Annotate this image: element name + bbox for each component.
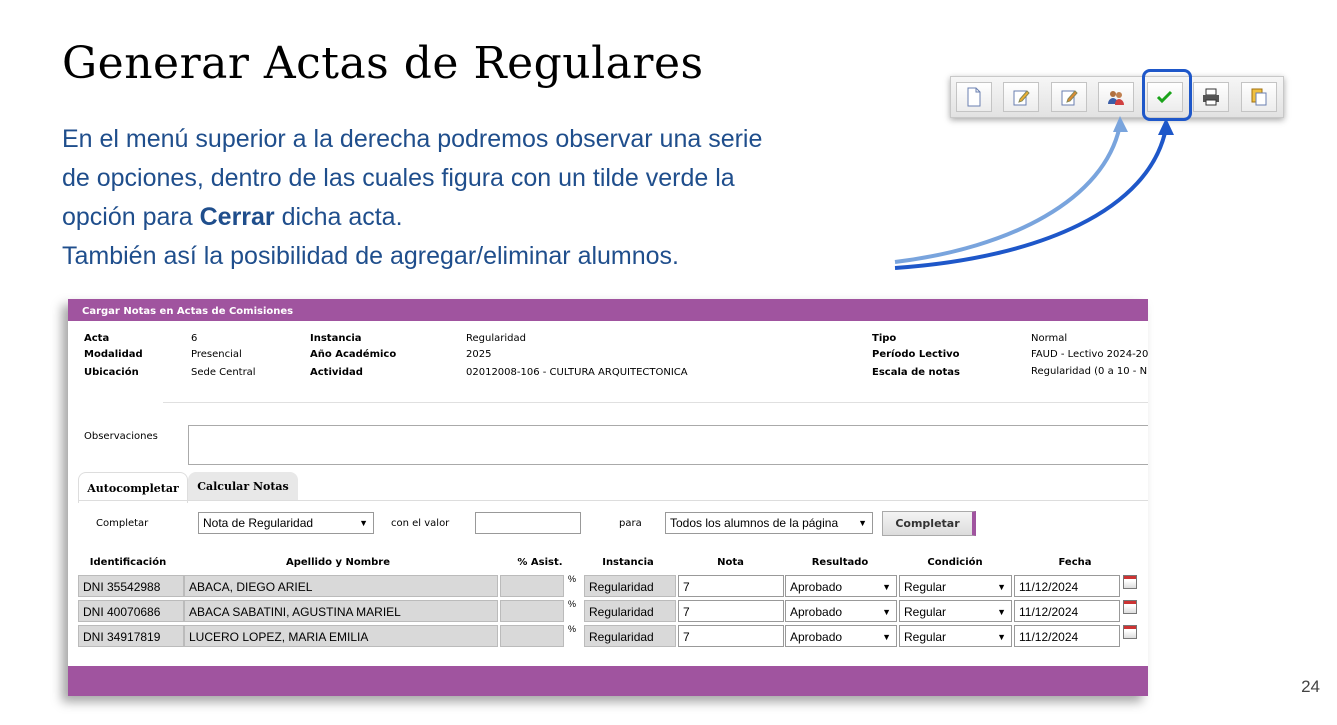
col-header-fecha: Fecha [1058, 557, 1092, 568]
row-1-condicion-select[interactable] [899, 575, 1012, 597]
para-label: para [619, 518, 642, 529]
completar-label: Completar [96, 518, 149, 529]
ubicacion-label: Ubicación [84, 367, 139, 378]
chevron-down-icon: ▼ [882, 582, 891, 592]
row-3-condicion-value: Regular [904, 630, 947, 644]
calendar-icon[interactable] [1123, 600, 1137, 614]
row-1-instancia: Regularidad [584, 575, 676, 597]
completar-select[interactable] [198, 512, 374, 534]
row-3-pct: % [568, 624, 577, 634]
app-footer [68, 666, 1148, 696]
row-1-pct: % [568, 574, 577, 584]
arrow-dark [895, 128, 1166, 268]
modalidad-value: Presencial [191, 349, 242, 360]
col-header-nota: Nota [717, 557, 744, 568]
arrow-light [895, 125, 1120, 262]
row-3-resultado-value: Aprobado [790, 630, 843, 644]
observaciones-label: Observaciones [84, 431, 158, 442]
actividad-label: Actividad [310, 367, 363, 378]
tab-autocompletar[interactable]: Autocompletar [78, 472, 188, 503]
actividad-value: 02012008-106 - CULTURA ARQUITECTONICA [466, 367, 688, 378]
row-2-name: ABACA SABATINI, AGUSTINA MARIEL [184, 600, 498, 622]
tipo-label: Tipo [872, 333, 897, 344]
col-header-resultado: Resultado [811, 557, 869, 568]
col-header-instancia: Instancia [602, 557, 654, 568]
row-1-name: ABACA, DIEGO ARIEL [184, 575, 498, 597]
body-line-3-bold: Cerrar [199, 203, 275, 231]
anio-label: Año Académico [310, 349, 397, 360]
acta-label: Acta [84, 333, 110, 344]
col-header-condicion: Condición [927, 557, 983, 568]
row-3-nota-input[interactable]: 7 [678, 625, 784, 647]
acta-value: 6 [191, 333, 198, 344]
row-1-id: DNI 35542988 [78, 575, 184, 597]
app-window [68, 299, 1148, 696]
body-line-1: En el menú superior a la derecha podremos observar una serie [62, 125, 763, 153]
escala-label: Escala de notas [872, 367, 961, 378]
row-1-resultado-value: Aprobado [790, 580, 843, 594]
row-2-id: DNI 40070686 [78, 600, 184, 622]
completar-select-value: Nota de Regularidad [203, 516, 314, 530]
page-number: 24 [1301, 677, 1320, 696]
row-3-instancia: Regularidad [584, 625, 676, 647]
row-2-pct: % [568, 599, 577, 609]
col-header-identificacion: Identificación [89, 557, 167, 568]
calendar-icon[interactable] [1123, 625, 1137, 639]
chevron-down-icon: ▼ [997, 607, 1006, 617]
row-2-condicion-value: Regular [904, 605, 947, 619]
calendar-icon[interactable] [1123, 575, 1137, 589]
row-3-name: LUCERO LOPEZ, MARIA EMILIA [184, 625, 498, 647]
instancia-value: Regularidad [466, 333, 526, 344]
app-header: Cargar Notas en Actas de Comisiones [68, 299, 1148, 321]
slide-title: Generar Actas de Regulares [62, 38, 704, 89]
row-3-asist [500, 625, 564, 647]
modalidad-label: Modalidad [84, 349, 143, 360]
row-2-nota-input[interactable]: 7 [678, 600, 784, 622]
escala-value: Regularidad (0 a 10 - N [1031, 366, 1148, 377]
body-line-4: También así la posibilidad de agregar/eliminar alumnos. [62, 242, 680, 270]
row-1-nota-input[interactable]: 7 [678, 575, 784, 597]
chevron-down-icon: ▼ [882, 632, 891, 642]
periodo-label: Período Lectivo [872, 349, 960, 360]
tab-calcular-notas[interactable]: Calcular Notas [188, 472, 298, 500]
completar-button[interactable]: Completar [882, 511, 976, 536]
observaciones-field[interactable] [188, 425, 1148, 465]
row-2-instancia: Regularidad [584, 600, 676, 622]
tipo-value: Normal [1031, 333, 1068, 344]
tab-panel-border [78, 500, 1148, 501]
divider [163, 402, 1148, 403]
col-header-nombre: Apellido y Nombre [285, 557, 390, 568]
row-1-fecha-input[interactable]: 11/12/2024 [1014, 575, 1120, 597]
valor-input[interactable] [475, 512, 581, 534]
chevron-down-icon: ▼ [882, 607, 891, 617]
instancia-label: Instancia [310, 333, 362, 344]
con-valor-label: con el valor [391, 518, 450, 529]
body-line-3-pre: opción para [62, 203, 200, 231]
body-line-2: de opciones, dentro de las cuales figura con un tilde verde la [62, 164, 735, 192]
col-header-asist: % Asist. [517, 557, 563, 568]
periodo-value: FAUD - Lectivo 2024-20 [1031, 349, 1148, 360]
chevron-down-icon: ▼ [997, 632, 1006, 642]
row-3-resultado-select[interactable] [785, 625, 897, 647]
chevron-down-icon: ▼ [858, 518, 867, 528]
row-3-id: DNI 34917819 [78, 625, 184, 647]
row-1-asist [500, 575, 564, 597]
row-3-condicion-select[interactable] [899, 625, 1012, 647]
row-2-resultado-select[interactable] [785, 600, 897, 622]
body-line-3-post: dicha acta. [274, 203, 403, 231]
chevron-down-icon: ▼ [997, 582, 1006, 592]
row-2-asist [500, 600, 564, 622]
para-select-value: Todos los alumnos de la página [670, 516, 839, 530]
row-2-fecha-input[interactable]: 11/12/2024 [1014, 600, 1120, 622]
row-1-condicion-value: Regular [904, 580, 947, 594]
row-3-fecha-input[interactable]: 11/12/2024 [1014, 625, 1120, 647]
anio-value: 2025 [466, 349, 492, 360]
row-1-resultado-select[interactable] [785, 575, 897, 597]
ubicacion-value: Sede Central [191, 367, 256, 378]
row-2-resultado-value: Aprobado [790, 605, 843, 619]
chevron-down-icon: ▼ [359, 518, 368, 528]
row-2-condicion-select[interactable] [899, 600, 1012, 622]
para-select[interactable] [665, 512, 873, 534]
